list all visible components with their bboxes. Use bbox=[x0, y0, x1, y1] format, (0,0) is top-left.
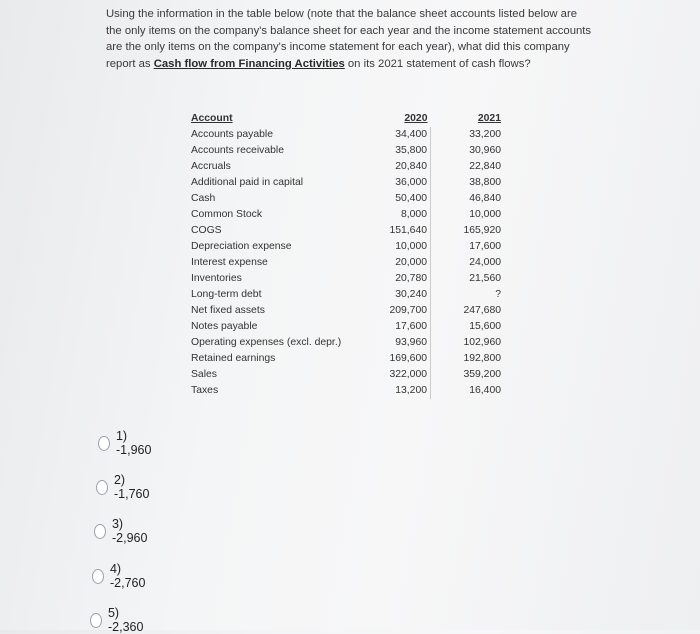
account-name: COGS bbox=[191, 225, 222, 236]
table-row bbox=[187, 207, 503, 223]
value-2021: 46,840 bbox=[469, 193, 501, 204]
value-2020: 20,000 bbox=[376, 255, 431, 271]
account-name: Operating expenses (excl. depr.) bbox=[191, 337, 342, 348]
account-name: Sales bbox=[191, 369, 217, 380]
account-name: Long-term debt bbox=[191, 289, 262, 300]
account-name: Cash bbox=[191, 193, 216, 204]
value-2021: 165,920 bbox=[463, 225, 501, 236]
value-2021: 30,960 bbox=[469, 145, 501, 156]
option-label: 4) -2,760 bbox=[109, 562, 146, 590]
answer-option-3[interactable] bbox=[94, 517, 150, 545]
table-row bbox=[187, 319, 503, 335]
answer-option-4[interactable] bbox=[92, 562, 148, 590]
value-2020: 20,840 bbox=[376, 159, 431, 175]
table-row bbox=[187, 367, 503, 383]
question-text-after: on its 2021 statement of cash flows? bbox=[344, 57, 531, 70]
option-label: 5) -2,360 bbox=[107, 606, 144, 634]
table-row bbox=[187, 239, 503, 255]
value-2021: 247,680 bbox=[463, 305, 501, 316]
table-row bbox=[187, 271, 503, 287]
account-name: Additional paid in capital bbox=[191, 177, 304, 188]
financial-data-table bbox=[187, 111, 503, 399]
option-label: 2) -1,760 bbox=[113, 473, 150, 501]
value-2020: 17,600 bbox=[376, 319, 431, 335]
value-2020: 20,780 bbox=[376, 271, 431, 287]
value-2020: 8,000 bbox=[376, 207, 431, 223]
value-2020: 209,700 bbox=[376, 303, 431, 319]
value-2021: 15,600 bbox=[469, 321, 501, 332]
question-emphasis: Cash flow from Financing Activities bbox=[153, 57, 345, 70]
account-name: Common Stock bbox=[191, 209, 263, 220]
header-2021: 2021 bbox=[477, 113, 501, 124]
value-2020: 93,960 bbox=[376, 335, 431, 351]
value-2020: 50,400 bbox=[376, 191, 431, 207]
table-row bbox=[187, 351, 503, 367]
table-row bbox=[187, 255, 503, 271]
value-2021: 33,200 bbox=[469, 129, 501, 140]
value-2021: 10,000 bbox=[469, 209, 501, 220]
table-row bbox=[187, 175, 503, 191]
value-2021: 359,200 bbox=[463, 369, 501, 380]
account-name: Depreciation expense bbox=[191, 241, 292, 252]
table-row bbox=[187, 159, 503, 175]
account-name: Taxes bbox=[191, 385, 219, 396]
header-2020: 2020 bbox=[404, 113, 428, 124]
radio-button-icon[interactable] bbox=[94, 524, 106, 539]
value-2021: 22,840 bbox=[469, 161, 501, 172]
value-2021: ? bbox=[495, 289, 501, 300]
table-row bbox=[187, 127, 503, 143]
value-2021: 21,560 bbox=[469, 273, 501, 284]
account-name: Inventories bbox=[191, 273, 242, 284]
radio-button-icon[interactable] bbox=[92, 569, 104, 584]
value-2021: 24,000 bbox=[469, 257, 501, 268]
radio-button-icon[interactable] bbox=[98, 436, 110, 451]
option-label: 3) -2,960 bbox=[111, 517, 148, 545]
value-2020: 169,600 bbox=[376, 351, 431, 367]
radio-button-icon[interactable] bbox=[90, 613, 102, 628]
value-2021: 16,400 bbox=[469, 385, 501, 396]
account-name: Net fixed assets bbox=[191, 305, 265, 316]
table-header-row bbox=[187, 111, 503, 127]
value-2020: 30,240 bbox=[376, 287, 431, 303]
value-2020: 35,800 bbox=[376, 143, 431, 159]
value-2021: 17,600 bbox=[469, 241, 501, 252]
value-2020: 36,000 bbox=[376, 175, 431, 191]
table-row bbox=[187, 143, 503, 159]
table-row bbox=[187, 287, 503, 303]
answer-option-2[interactable] bbox=[96, 473, 152, 501]
header-account: Account bbox=[191, 113, 233, 124]
account-name: Retained earnings bbox=[191, 353, 276, 364]
value-2021: 102,960 bbox=[463, 337, 501, 348]
option-label: 1) -1,960 bbox=[115, 429, 152, 457]
table-row bbox=[187, 191, 503, 207]
radio-button-icon[interactable] bbox=[96, 480, 108, 495]
table-row bbox=[187, 383, 503, 399]
account-name: Accounts receivable bbox=[191, 145, 284, 156]
value-2021: 38,800 bbox=[469, 177, 501, 188]
value-2020: 322,000 bbox=[376, 367, 431, 383]
account-name: Accruals bbox=[191, 161, 231, 172]
question-text bbox=[106, 6, 592, 72]
account-name: Interest expense bbox=[191, 257, 268, 268]
value-2020: 151,640 bbox=[376, 223, 431, 239]
account-name: Notes payable bbox=[191, 321, 258, 332]
table-row bbox=[187, 335, 503, 351]
answer-option-1[interactable] bbox=[98, 429, 154, 457]
table-row bbox=[187, 303, 503, 319]
value-2020: 10,000 bbox=[376, 239, 431, 255]
value-2020: 34,400 bbox=[376, 127, 431, 143]
value-2020: 13,200 bbox=[376, 383, 431, 399]
question-text-before: Using the information in the table below (note that the balance sheet accounts listed below are the only items on the company's balance sheet for each year and the income statement accounts are the only items on the company's income statement for each year), what did this company report as bbox=[106, 8, 592, 70]
table-row bbox=[187, 223, 503, 239]
account-name: Accounts payable bbox=[191, 129, 274, 140]
value-2021: 192,800 bbox=[463, 353, 501, 364]
